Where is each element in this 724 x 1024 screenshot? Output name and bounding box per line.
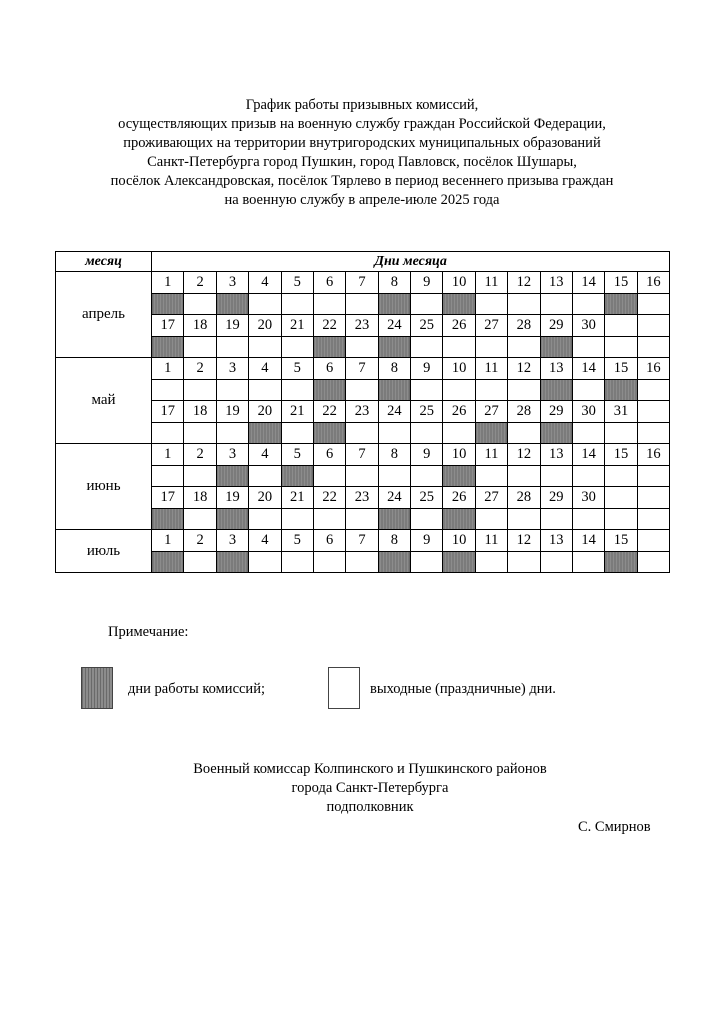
day-number: 12 (508, 444, 540, 466)
month-name: июнь (56, 444, 152, 530)
day-number: 17 (152, 487, 184, 509)
day-off-cell (346, 422, 378, 444)
day-off-cell (313, 293, 345, 315)
day-off-cell (572, 508, 604, 530)
day-number: 16 (637, 358, 670, 380)
day-number: 6 (313, 358, 345, 380)
day-number: 8 (378, 530, 410, 552)
day-off-cell (216, 336, 248, 358)
day-off-cell (475, 551, 507, 573)
day-number: 17 (152, 401, 184, 423)
day-off-cell (281, 336, 313, 358)
day-off-cell (605, 422, 637, 444)
day-number: 6 (313, 530, 345, 552)
document-title (40, 96, 684, 210)
day-number (637, 401, 670, 423)
title-line: проживающих на территории внутригородских муниципальных образований (123, 135, 601, 151)
day-off-cell (637, 422, 670, 444)
work-day-cell (605, 551, 637, 573)
header-days: Дни месяца (152, 252, 670, 272)
day-number: 6 (313, 444, 345, 466)
day-number: 15 (605, 444, 637, 466)
day-number: 11 (475, 358, 507, 380)
day-number: 30 (572, 401, 604, 423)
month-name: апрель (56, 272, 152, 358)
work-day-cell (443, 551, 475, 573)
day-off-cell (249, 551, 281, 573)
day-off-cell (184, 551, 216, 573)
day-off-cell (313, 465, 345, 487)
work-day-cell (475, 422, 507, 444)
day-off-cell (605, 465, 637, 487)
day-off-cell (184, 336, 216, 358)
day-number: 31 (605, 401, 637, 423)
day-off-cell (313, 508, 345, 530)
day-number: 13 (540, 530, 572, 552)
day-number: 15 (605, 530, 637, 552)
day-number: 26 (443, 315, 475, 337)
day-off-cell (572, 465, 604, 487)
day-number: 28 (508, 315, 540, 337)
title-line: График работы призывных комиссий, (245, 97, 479, 113)
day-number: 2 (184, 530, 216, 552)
day-number: 1 (152, 530, 184, 552)
day-off-cell (346, 379, 378, 401)
day-number: 26 (443, 487, 475, 509)
day-number: 10 (443, 358, 475, 380)
day-off-cell (508, 551, 540, 573)
day-number: 24 (378, 487, 410, 509)
day-number: 19 (216, 315, 248, 337)
day-number: 5 (281, 444, 313, 466)
day-off-cell (475, 379, 507, 401)
day-off-cell (475, 465, 507, 487)
signature-line: Военный комиссар Колпинского и Пушкинского районов (193, 761, 547, 777)
day-number: 15 (605, 272, 637, 294)
work-day-cell (443, 508, 475, 530)
table-header-row (56, 252, 670, 272)
day-number: 4 (249, 530, 281, 552)
month-name: май (56, 358, 152, 444)
header-month: месяц (56, 252, 152, 272)
day-number (637, 315, 670, 337)
day-number: 1 (152, 272, 184, 294)
day-off-cell (152, 422, 184, 444)
day-off-cell (508, 379, 540, 401)
day-off-cell (346, 293, 378, 315)
month-name: июль (56, 530, 152, 573)
day-number: 22 (313, 401, 345, 423)
day-number: 3 (216, 444, 248, 466)
day-off-cell (249, 465, 281, 487)
day-number: 1 (152, 444, 184, 466)
day-number: 7 (346, 530, 378, 552)
day-number: 9 (411, 272, 443, 294)
day-off-cell (378, 422, 410, 444)
day-off-cell (346, 508, 378, 530)
day-number: 12 (508, 272, 540, 294)
day-number: 2 (184, 444, 216, 466)
day-number (637, 530, 670, 552)
day-off-cell (637, 336, 670, 358)
day-off-cell (540, 465, 572, 487)
day-off-cell (411, 508, 443, 530)
day-number (605, 487, 637, 509)
work-day-cell (540, 379, 572, 401)
day-off-cell (313, 551, 345, 573)
day-off-cell (443, 422, 475, 444)
work-day-cell (605, 379, 637, 401)
day-off-cell (637, 551, 670, 573)
day-off-cell (475, 336, 507, 358)
day-number: 10 (443, 530, 475, 552)
day-off-cell (572, 422, 604, 444)
day-number: 29 (540, 401, 572, 423)
day-off-cell (637, 465, 670, 487)
day-number: 18 (184, 487, 216, 509)
day-number-row (56, 272, 670, 294)
day-number: 26 (443, 401, 475, 423)
day-number: 14 (572, 530, 604, 552)
work-day-cell (152, 336, 184, 358)
day-number: 24 (378, 315, 410, 337)
day-number: 24 (378, 401, 410, 423)
work-day-cell (152, 508, 184, 530)
day-number: 13 (540, 358, 572, 380)
day-number: 3 (216, 358, 248, 380)
day-off-cell (216, 379, 248, 401)
day-number-row (56, 530, 670, 552)
day-number: 23 (346, 401, 378, 423)
work-day-cell (378, 379, 410, 401)
day-number: 12 (508, 358, 540, 380)
day-off-cell (411, 422, 443, 444)
work-day-cell (443, 293, 475, 315)
day-off-cell (281, 508, 313, 530)
day-off-cell (443, 336, 475, 358)
work-day-cell (216, 551, 248, 573)
day-number: 7 (346, 272, 378, 294)
day-number: 14 (572, 272, 604, 294)
day-number: 27 (475, 315, 507, 337)
schedule-table (55, 251, 670, 573)
signature-line: города Санкт-Петербурга (291, 780, 449, 796)
day-number: 20 (249, 487, 281, 509)
day-off-cell (572, 293, 604, 315)
title-line: осуществляющих призыв на военную службу граждан Российской Федерации, (118, 116, 606, 132)
work-day-cell (216, 465, 248, 487)
day-number-row (56, 358, 670, 380)
title-line: Санкт-Петербурга город Пушкин, город Павловск, посёлок Шушары, (147, 154, 577, 170)
day-number: 20 (249, 315, 281, 337)
work-day-cell (378, 551, 410, 573)
day-off-cell (411, 336, 443, 358)
day-off-cell (378, 465, 410, 487)
day-number: 21 (281, 401, 313, 423)
day-off-cell (637, 508, 670, 530)
work-day-cell (378, 293, 410, 315)
day-off-cell (281, 379, 313, 401)
day-off-cell (346, 336, 378, 358)
day-number: 23 (346, 487, 378, 509)
work-day-cell (313, 422, 345, 444)
day-number: 29 (540, 487, 572, 509)
day-off-cell (184, 293, 216, 315)
day-off-cell (184, 379, 216, 401)
day-number: 27 (475, 401, 507, 423)
day-off-cell (346, 551, 378, 573)
work-day-cell (605, 293, 637, 315)
day-number: 14 (572, 444, 604, 466)
day-off-cell (281, 551, 313, 573)
day-off-cell (508, 508, 540, 530)
day-number: 17 (152, 315, 184, 337)
note-label: Примечание: (108, 624, 189, 640)
day-number: 11 (475, 272, 507, 294)
day-number: 11 (475, 530, 507, 552)
day-number: 2 (184, 272, 216, 294)
day-number: 19 (216, 487, 248, 509)
title-line: посёлок Александровская, посёлок Тярлево в период весеннего призыва граждан (110, 173, 614, 189)
day-number: 14 (572, 358, 604, 380)
day-number: 25 (411, 401, 443, 423)
day-number: 9 (411, 358, 443, 380)
day-number: 3 (216, 272, 248, 294)
day-off-cell (637, 293, 670, 315)
day-number: 29 (540, 315, 572, 337)
work-day-cell (249, 422, 281, 444)
day-off-cell (637, 379, 670, 401)
day-number: 28 (508, 401, 540, 423)
day-number: 27 (475, 487, 507, 509)
work-day-cell (152, 293, 184, 315)
day-off-cell (249, 508, 281, 530)
day-number (605, 315, 637, 337)
day-number: 2 (184, 358, 216, 380)
legend-work-swatch (81, 667, 113, 709)
day-number: 13 (540, 272, 572, 294)
day-off-cell (249, 293, 281, 315)
day-off-cell (346, 465, 378, 487)
day-off-cell (540, 551, 572, 573)
day-number: 21 (281, 315, 313, 337)
day-number: 22 (313, 487, 345, 509)
day-number: 15 (605, 358, 637, 380)
work-day-cell (378, 508, 410, 530)
day-number: 25 (411, 315, 443, 337)
day-off-cell (216, 422, 248, 444)
day-number: 22 (313, 315, 345, 337)
day-number: 16 (637, 272, 670, 294)
day-off-cell (152, 379, 184, 401)
day-off-cell (184, 508, 216, 530)
day-number: 12 (508, 530, 540, 552)
day-off-cell (475, 508, 507, 530)
day-number: 4 (249, 444, 281, 466)
day-number: 7 (346, 358, 378, 380)
work-day-cell (540, 336, 572, 358)
day-off-cell (281, 293, 313, 315)
day-off-cell (411, 551, 443, 573)
day-number: 10 (443, 444, 475, 466)
day-number: 6 (313, 272, 345, 294)
day-number: 20 (249, 401, 281, 423)
work-day-cell (313, 336, 345, 358)
day-off-cell (572, 551, 604, 573)
day-off-cell (411, 293, 443, 315)
day-number: 3 (216, 530, 248, 552)
day-off-cell (249, 336, 281, 358)
day-off-cell (443, 379, 475, 401)
day-number: 11 (475, 444, 507, 466)
signer-name: С. Смирнов (578, 819, 651, 835)
day-off-cell (540, 508, 572, 530)
day-number: 28 (508, 487, 540, 509)
legend-work-label: дни работы комиссий; (128, 681, 265, 697)
day-number: 5 (281, 530, 313, 552)
day-off-cell (605, 336, 637, 358)
day-off-cell (184, 422, 216, 444)
day-number: 9 (411, 530, 443, 552)
work-day-cell (540, 422, 572, 444)
day-number: 8 (378, 358, 410, 380)
day-off-cell (540, 293, 572, 315)
day-off-cell (475, 293, 507, 315)
day-number: 30 (572, 487, 604, 509)
signature-block (120, 760, 620, 817)
day-off-cell (411, 465, 443, 487)
day-off-cell (508, 293, 540, 315)
day-off-cell (572, 379, 604, 401)
day-number-row (56, 444, 670, 466)
day-number: 13 (540, 444, 572, 466)
work-day-cell (152, 551, 184, 573)
day-number: 21 (281, 487, 313, 509)
day-off-cell (249, 379, 281, 401)
day-off-cell (184, 465, 216, 487)
day-number: 30 (572, 315, 604, 337)
day-off-cell (152, 465, 184, 487)
day-number: 25 (411, 487, 443, 509)
title-line: на военную службу в апреле-июле 2025 года (224, 192, 500, 208)
day-off-cell (572, 336, 604, 358)
day-number: 16 (637, 444, 670, 466)
day-number: 8 (378, 272, 410, 294)
work-day-cell (216, 293, 248, 315)
day-number: 9 (411, 444, 443, 466)
legend-off-swatch (328, 667, 360, 709)
work-day-cell (313, 379, 345, 401)
day-number: 23 (346, 315, 378, 337)
day-number: 7 (346, 444, 378, 466)
day-number: 19 (216, 401, 248, 423)
day-number: 4 (249, 272, 281, 294)
day-number: 4 (249, 358, 281, 380)
signature-line: подполковник (326, 799, 414, 815)
day-off-cell (508, 465, 540, 487)
day-number: 18 (184, 315, 216, 337)
work-day-cell (281, 465, 313, 487)
day-off-cell (605, 508, 637, 530)
work-day-cell (216, 508, 248, 530)
day-number: 10 (443, 272, 475, 294)
day-off-cell (508, 422, 540, 444)
work-day-cell (443, 465, 475, 487)
legend-off-label: выходные (праздничные) дни. (370, 681, 556, 697)
day-number: 5 (281, 272, 313, 294)
day-off-cell (508, 336, 540, 358)
day-number: 5 (281, 358, 313, 380)
day-number (637, 487, 670, 509)
day-off-cell (411, 379, 443, 401)
work-day-cell (378, 336, 410, 358)
day-off-cell (281, 422, 313, 444)
day-number: 18 (184, 401, 216, 423)
day-number: 8 (378, 444, 410, 466)
day-number: 1 (152, 358, 184, 380)
